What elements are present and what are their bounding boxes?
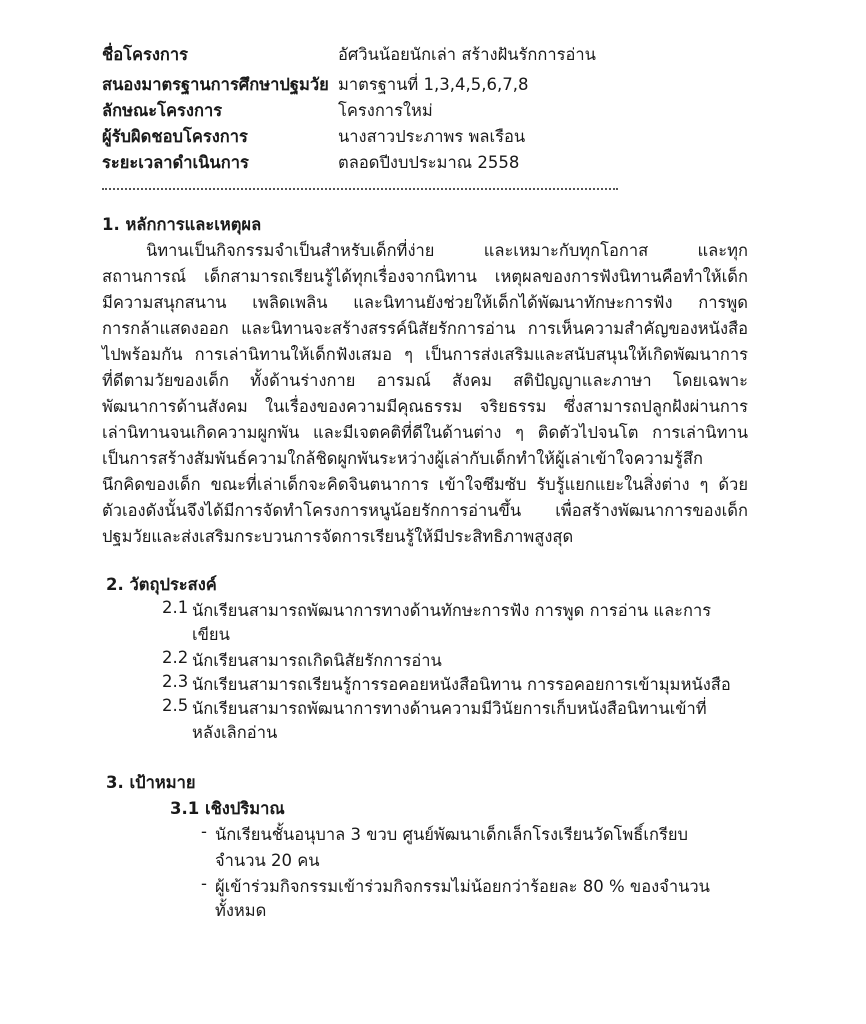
paragraph-line: เล่านิทานจนเกิดความผูกพัน และมีเจตคติที่ดีในด้านต่าง ๆ ติดตัวไปจนโต การเล่านิทาน xyxy=(102,423,748,442)
section-1-heading: 1. หลักการและเหตุผล xyxy=(102,215,262,234)
paragraph-line: นิทานเป็นกิจกรรมจำเป็นสำหรับเด็กที่ง่าย และเหมาะกับทุกโอกาส และทุก xyxy=(146,241,748,260)
objective-number: 2.3 xyxy=(162,672,189,691)
objective-text: นักเรียนสามารถเรียนรู้การรอคอยหนังสือนิทาน การรอคอยการเข้ามุมหนังสือ xyxy=(192,675,731,694)
header-row-standard xyxy=(102,72,802,98)
paragraph-line: การกล้าแสดงออก และนิทานจะสร้างสรรค์นิสัยรักการอ่าน การเห็นความสำคัญของหนังสือ xyxy=(102,319,748,338)
section-3-heading: 3. เป้าหมาย xyxy=(106,773,196,792)
header-label: ระยะเวลาดำเนินการ xyxy=(102,153,249,172)
paragraph-line: ปฐมวัยและส่งเสริมกระบวนการจัดการเรียนรู้ให้มีประสิทธิภาพสูงสุด xyxy=(102,527,574,546)
header-value: นางสาวประภาพร พลเรือน xyxy=(338,127,526,146)
header-row-project-name xyxy=(102,42,802,68)
header-row-duration xyxy=(102,150,802,176)
header-label: ผู้รับผิดชอบโครงการ xyxy=(102,127,248,146)
paragraph-line: สถานการณ์ เด็กสามารถเรียนรู้ได้ทุกเรื่องจากนิทาน เหตุผลของการฟังนิทานคือทำให้เด็ก xyxy=(102,267,748,286)
paragraph-line: ที่ดีตามวัยของเด็ก ทั้งด้านร่างกาย อารมณ์ สังคม สติปัญญาและภาษา โดยเฉพาะ xyxy=(102,371,748,390)
header-row-project-type xyxy=(102,98,802,124)
objective-text: นักเรียนสามารถพัฒนาการทางด้านทักษะการฟัง การพูด การอ่าน และการ xyxy=(192,601,712,620)
header-value: มาตรฐานที่ 1,3,4,5,6,7,8 xyxy=(338,75,529,94)
objective-text: นักเรียนสามารถเกิดนิสัยรักการอ่าน xyxy=(192,651,442,670)
bullet-dash: - xyxy=(201,874,207,893)
section-2-heading: 2. วัตถุประสงค์ xyxy=(106,575,217,594)
paragraph-line: เป็นการสร้างสัมพันธ์ความใกล้ชิดผูกพันระหว่างผู้เล่ากับเด็กทำให้ผู้เล่าเข้าใจความรู้สึก xyxy=(102,449,703,468)
header-label: ชื่อโครงการ xyxy=(102,45,189,64)
header-value: ตลอดปีงบประมาณ 2558 xyxy=(338,153,520,172)
paragraph-line: ตัวเองดังนั้นจึงได้มีการจัดทำโครงการหนูน้อยรักการอ่านขึ้น เพื่อสร้างพัฒนาการของเด็ก xyxy=(102,501,748,520)
paragraph-line: มีความสนุกสนาน เพลิดเพลิน และนิทานยังช่วยให้เด็กได้พัฒนาทักษะการฟัง การพูด xyxy=(102,293,748,312)
section-3-1-heading: 3.1 เชิงปริมาณ xyxy=(170,799,285,818)
objective-number: 2.5 xyxy=(162,696,189,715)
header-label: สนองมาตรฐานการศึกษาปฐมวัย xyxy=(102,75,329,94)
paragraph-line: พัฒนาการด้านสังคม ในเรื่องของความมีคุณธรรม จริยธรรม ซึ่งสามารถปลูกฝังผ่านการ xyxy=(102,397,748,416)
bullet-text: ผู้เข้าร่วมกิจกรรมเข้าร่วมกิจกรรมไม่น้อยกว่าร้อยละ 80 % ของจำนวน xyxy=(215,877,710,896)
header-value: โครงการใหม่ xyxy=(338,101,433,120)
dotted-divider xyxy=(102,188,618,190)
paragraph-line: นึกคิดของเด็ก ขณะที่เล่าเด็กจะคิดจินตนาการ เข้าใจซึมซับ รับรู้แยกแยะในสิ่งต่าง ๆ ด้วย xyxy=(102,475,748,494)
bullet-dash: - xyxy=(201,822,207,841)
objective-number: 2.2 xyxy=(162,648,189,667)
objective-text-cont: เขียน xyxy=(192,625,230,644)
bullet-text: นักเรียนชั้นอนุบาล 3 ขวบ ศูนย์พัฒนาเด็กเล็กโรงเรียนวัดโพธิ์เกรียบ xyxy=(215,825,688,844)
bullet-text-cont: ทั้งหมด xyxy=(215,901,267,920)
header-row-responsible xyxy=(102,124,802,150)
objective-number: 2.1 xyxy=(162,598,189,617)
paragraph-line: ไปพร้อมกัน การเล่านิทานให้เด็กฟังเสมอ ๆ เป็นการส่งเสริมและสนับสนุนให้เกิดพัฒนาการ xyxy=(102,345,748,364)
bullet-text-cont: จำนวน 20 คน xyxy=(215,851,320,870)
header-label: ลักษณะโครงการ xyxy=(102,101,223,120)
objective-text: นักเรียนสามารถพัฒนาการทางด้านความมีวินัยการเก็บหนังสือนิทานเข้าที่ xyxy=(192,699,707,718)
header-value: อัศวินน้อยนักเล่า สร้างฝันรักการอ่าน xyxy=(338,45,596,64)
objective-text-cont: หลังเลิกอ่าน xyxy=(192,723,278,742)
